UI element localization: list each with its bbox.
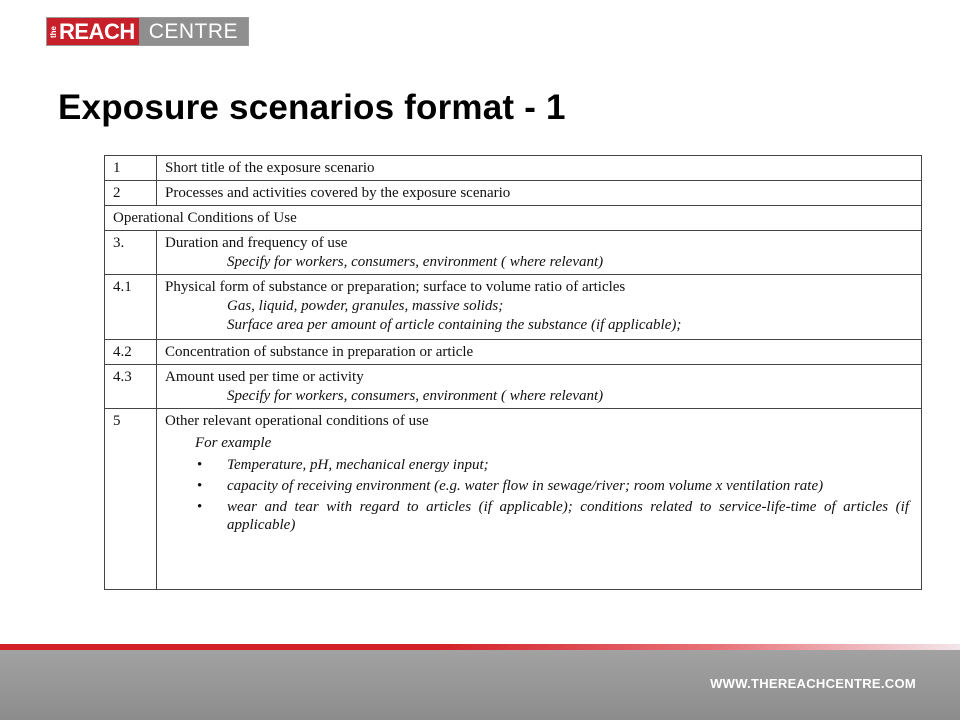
row-text: Amount used per time or activity <box>165 369 364 385</box>
table-row <box>105 340 922 365</box>
row-text: Short title of the exposure scenario <box>157 156 922 181</box>
row-text: Processes and activities covered by the exposure scenario <box>157 181 922 206</box>
row-number: 5 <box>105 409 157 590</box>
row-number: 4.1 <box>105 275 157 340</box>
bullet-list <box>165 456 913 534</box>
row-number: 4.2 <box>105 340 157 365</box>
row-number: 2 <box>105 181 157 206</box>
logo-centre: CENTRE <box>139 18 248 45</box>
table-row <box>105 181 922 206</box>
for-example-label: For example <box>195 435 272 451</box>
table-row <box>105 231 922 275</box>
logo-red-block <box>47 18 139 45</box>
row-text: Physical form of substance or preparation; surface to volume ratio of articles <box>165 279 626 295</box>
logo-the: the <box>49 25 58 38</box>
exposure-scenario-table <box>104 155 922 590</box>
exposure-scenario-document <box>103 155 923 622</box>
row-cell <box>157 275 922 340</box>
page-title: Exposure scenarios format - 1 <box>58 88 566 127</box>
row-cell <box>157 231 922 275</box>
row-cell <box>157 365 922 409</box>
table-row <box>105 365 922 409</box>
footer-bar <box>0 650 960 720</box>
row-text: Concentration of substance in preparation or article <box>157 340 922 365</box>
row-text: Other relevant operational conditions of use <box>165 413 429 429</box>
row-subtext: Surface area per amount of article containing the substance (if applicable); <box>227 317 682 333</box>
row-subtext: Gas, liquid, powder, granules, massive solids; <box>227 298 504 314</box>
footer-website-link[interactable]: WWW.THEREACHCENTRE.COM <box>710 676 916 691</box>
table-row <box>105 409 922 590</box>
section-row <box>105 206 922 231</box>
list-item: • wear and tear with regard to articles (if applicable); conditions related to service-life-time of articles (if applicable) <box>227 498 913 534</box>
logo-reach: REACH <box>59 19 135 44</box>
list-item: • capacity of receiving environment (e.g. water flow in sewage/river; room volume x ventilation rate) <box>227 477 913 495</box>
row-subtext: Specify for workers, consumers, environment ( where relevant) <box>227 388 604 404</box>
row-number: 4.3 <box>105 365 157 409</box>
row-text: Duration and frequency of use <box>165 235 348 251</box>
table-row <box>105 156 922 181</box>
section-heading: Operational Conditions of Use <box>105 206 922 231</box>
table-row <box>105 275 922 340</box>
row-cell <box>157 409 922 590</box>
list-item: • Temperature, pH, mechanical energy input; <box>227 456 913 474</box>
reach-centre-logo <box>46 17 249 46</box>
row-subtext: Specify for workers, consumers, environment ( where relevant) <box>227 254 604 270</box>
row-number: 1 <box>105 156 157 181</box>
row-number: 3. <box>105 231 157 275</box>
